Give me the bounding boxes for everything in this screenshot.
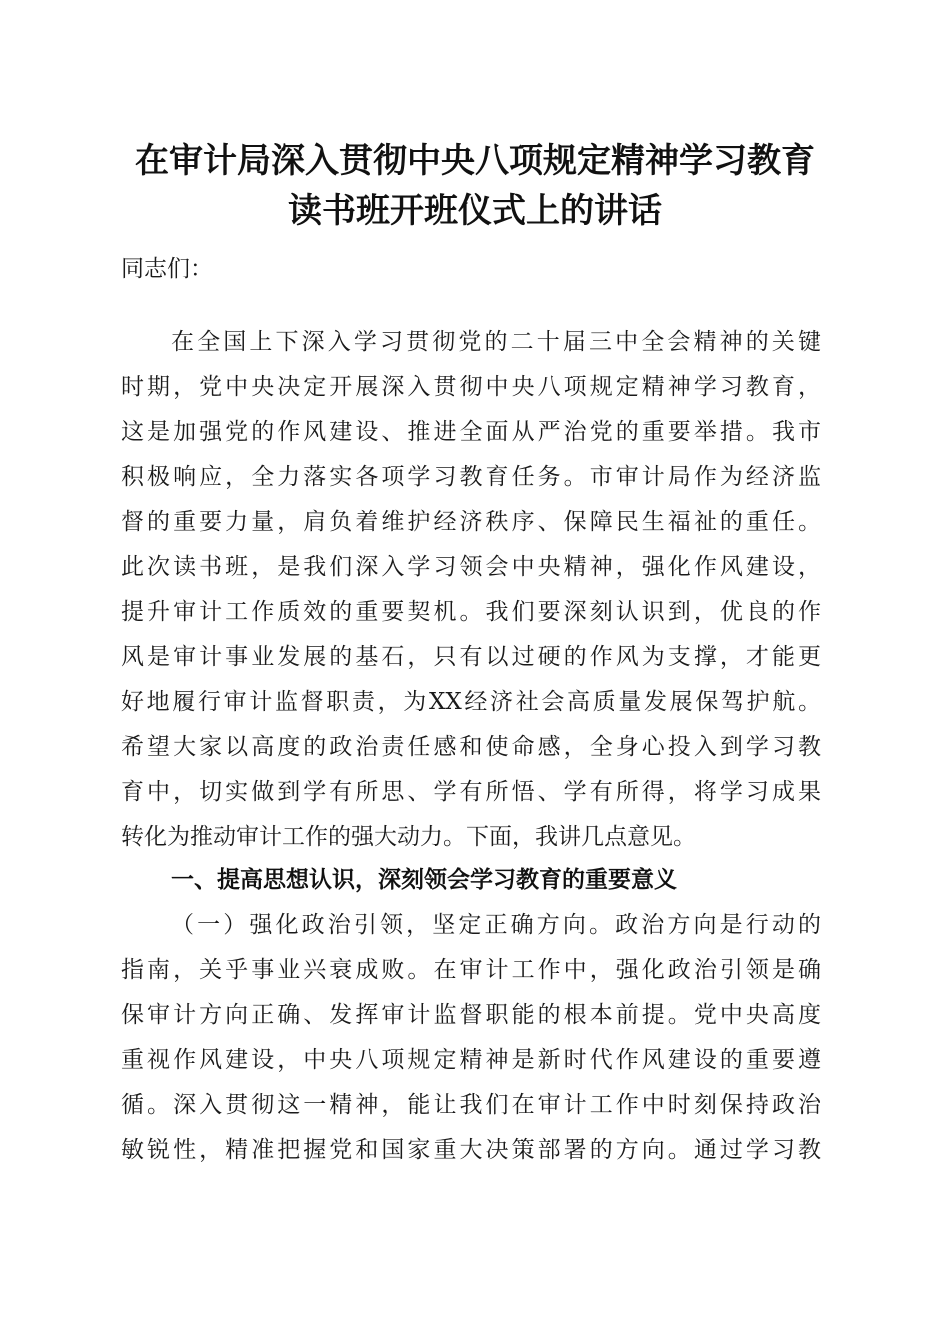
paragraph-line: 敏锐性，精准把握党和国家重大决策部署的方向。通过学习教 [121,1137,821,1163]
paragraph-line: 在全国上下深入学习贯彻党的二十届三中全会精神的关键 [171,329,821,355]
section-heading: 一、提高思想认识，深刻领会学习教育的重要意义 [171,867,677,893]
paragraph-line: 积极响应，全力落实各项学习教育任务。市审计局作为经济监 [121,464,821,490]
paragraph-line: 时期，党中央决定开展深入贯彻中央八项规定精神学习教育， [121,374,821,400]
paragraph-line: 此次读书班，是我们深入学习领会中央精神，强化作风建设， [121,554,821,580]
paragraph-line: 育中，切实做到学有所思、学有所悟、学有所得，将学习成果 [121,779,821,805]
paragraph-line: 循。深入贯彻这一精神，能让我们在审计工作中时刻保持政治 [121,1092,821,1118]
paragraph-line: 指南，关乎事业兴衰成败。在审计工作中，强化政治引领是确 [121,957,821,983]
paragraph-line: （一）强化政治引领，坚定正确方向。政治方向是行动的 [171,912,821,938]
paragraph-line: 督的重要力量，肩负着维护经济秩序、保障民生福祉的重任。 [121,509,821,535]
paragraph-line: 好地履行审计监督职责，为XX经济社会高质量发展保驾护航。 [121,689,821,715]
paragraph-line: 转化为推动审计工作的强大动力。下面，我讲几点意见。 [121,824,696,850]
paragraph-line: 希望大家以高度的政治责任感和使命感，全身心投入到学习教 [121,734,821,760]
document-title-line-1: 在审计局深入贯彻中央八项规定精神学习教育 [135,141,815,181]
paragraph-line: 风是审计事业发展的基石，只有以过硬的作风为支撑，才能更 [121,644,821,670]
paragraph-line: 这是加强党的作风建设、推进全面从严治党的重要举措。我市 [121,419,821,445]
paragraph-line: 提升审计工作质效的重要契机。我们要深刻认识到，优良的作 [121,599,821,625]
paragraph-line: 重视作风建设，中央八项规定精神是新时代作风建设的重要遵 [121,1047,821,1073]
paragraph-line: 保审计方向正确、发挥审计监督职能的根本前提。党中央高度 [121,1002,821,1028]
salutation: 同志们： [121,256,213,282]
document-title-line-2: 读书班开班仪式上的讲话 [288,191,662,231]
